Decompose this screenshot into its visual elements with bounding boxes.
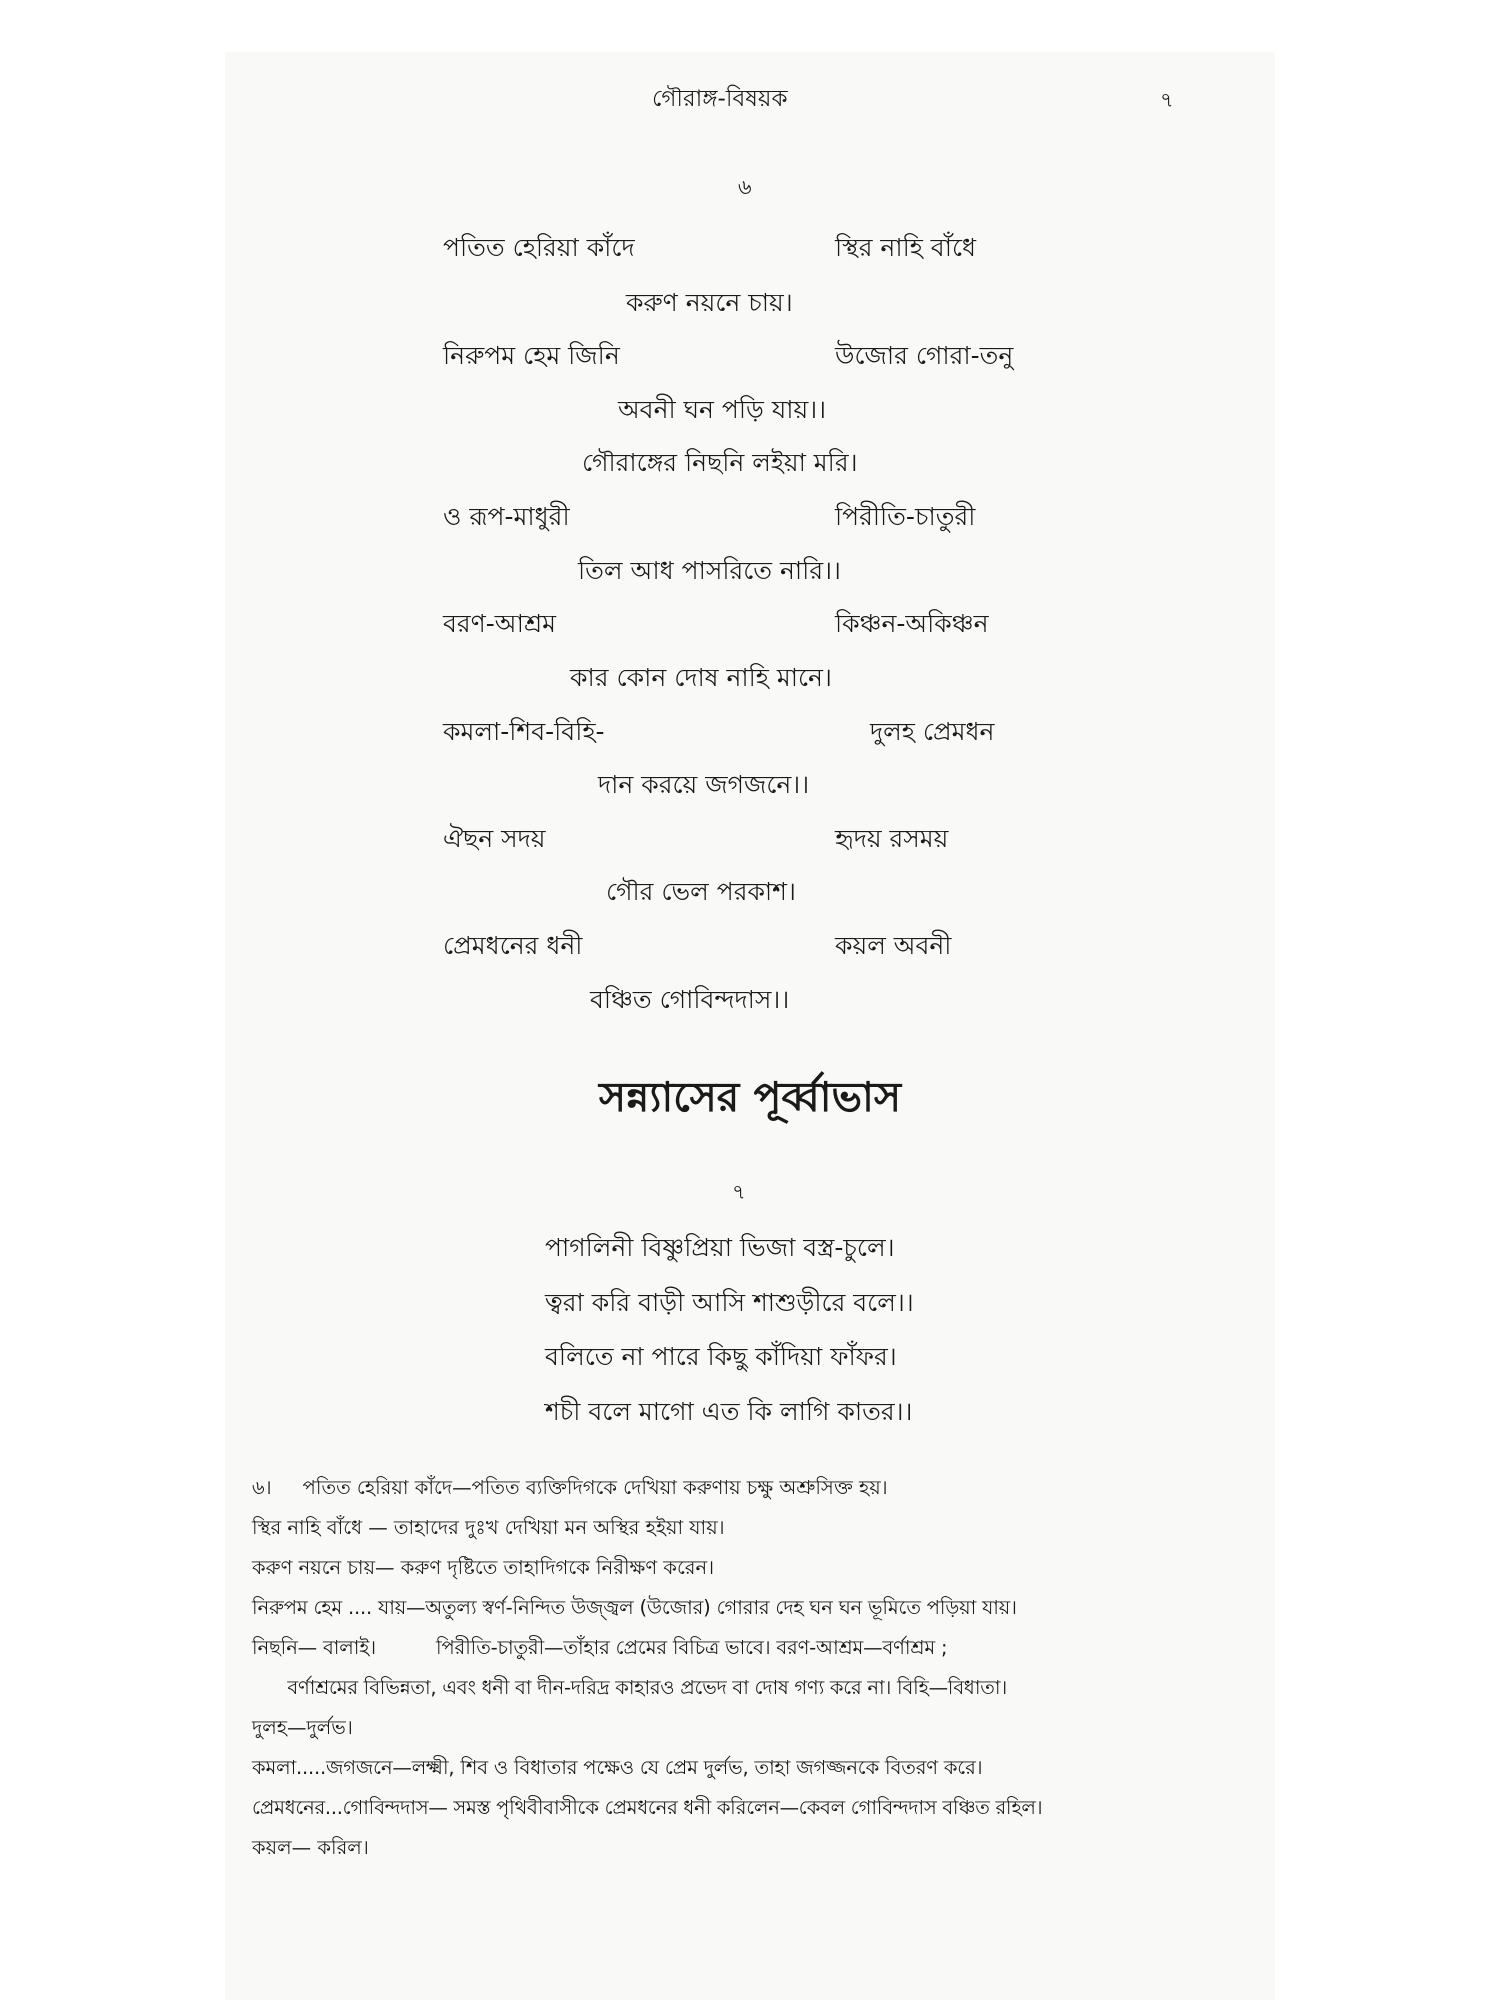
verse-right: দুলহ প্রেমধন xyxy=(870,717,995,746)
verse-right: কয়ল অবনী xyxy=(835,931,952,960)
verse-left: ঐছন সদয় xyxy=(443,824,546,853)
verse-center: গৌর ভেল পরকাশ। xyxy=(606,877,796,906)
verse-right: উজোর গোরা-তনু xyxy=(835,341,1014,370)
footnote-line: ৬। পতিত হেরিয়া কাঁদে—পতিত ব্যক্তিদিগকে দেখিয়া করুণায় চক্ষু অশ্রুসিক্ত হয়। xyxy=(252,1476,888,1499)
footnote-line: দুলহ—দুর্লভ। xyxy=(252,1716,353,1739)
verse-left: নিরুপম হেম জিনি xyxy=(443,341,620,370)
footnote-line: প্রেমধনের...গোবিন্দদাস— সমস্ত পৃথিবীবাসীকে প্রেমধনের ধনী করিলেন—কেবল গোবিন্দদাস বঞ্চিত রহিল। xyxy=(252,1796,1043,1819)
verse-center: বঞ্চিত গোবিন্দদাস।। xyxy=(590,985,790,1014)
verse-center: গৌরাঙ্গের নিছনি লইয়া মরি। xyxy=(582,448,858,477)
verse-center: করুণ নয়নে চায়। xyxy=(626,288,793,317)
verse-left: প্রেমধনের ধনী xyxy=(443,931,583,960)
verse-center: তিল আধ পাসরিতে নারি।। xyxy=(578,556,841,585)
verse-right: হৃদয় রসময় xyxy=(835,824,949,853)
footnote-line: করুণ নয়নে চায়— করুণ দৃষ্টিতে তাহাদিগকে নিরীক্ষণ করেন। xyxy=(252,1556,715,1579)
verse-center: দান করয়ে জগজনে।। xyxy=(598,770,810,799)
verse-line: ত্বরা করি বাড়ী আসি শাশুড়ীরে বলে।। xyxy=(545,1288,914,1317)
verse-line: বলিতে না পারে কিছু কাঁদিয়া ফাঁফর। xyxy=(545,1342,897,1371)
footnote-line: নিছনি— বালাই। পিরীতি-চাতুরী—তাঁহার প্রেমের বিচিত্র ভাবে। বরণ-আশ্রম—বর্ণাশ্রম ; xyxy=(252,1636,948,1659)
verse-line: শচী বলে মাগো এত কি লাগি কাতর।। xyxy=(545,1397,913,1426)
section-title: সন্ন্যাসের পূর্ব্বাভাস xyxy=(598,1073,902,1121)
footnote-line: কমলা.....জগজনে—লক্ষ্মী, শিব ও বিধাতার পক্ষেও যে প্রেম দুর্লভ, তাহা জগজ্জনকে বিতরণ করে। xyxy=(252,1756,983,1779)
verse-line: পাগলিনী বিষ্ণুপ্রিয়া ভিজা বস্ত্র-চুলে। xyxy=(545,1233,895,1262)
verse-center: কার কোন দোষ নাহি মানে। xyxy=(570,663,832,692)
verse-left: বরণ-আশ্রম xyxy=(443,609,557,638)
verse-right: কিঞ্চন-অকিঞ্চন xyxy=(835,609,989,638)
footnote-line: কয়ল— করিল। xyxy=(252,1836,369,1859)
verse-right: পিরীতি-চাতুরী xyxy=(835,502,976,531)
poem-number: ৭ xyxy=(732,1180,746,1204)
verse-right: স্থির নাহি বাঁধে xyxy=(835,233,977,262)
footnote-line: নিরুপম হেম .... যায়—অতুল্য স্বর্ণ-নিন্দিত উজ্জ্বল (উজোর) গোরার দেহ ঘন ঘন ভূমিতে পড়িয়া যায়। xyxy=(252,1596,1017,1619)
footnote-line: বর্ণাশ্রমের বিভিন্নতা, এবং ধনী বা দীন-দরিদ্র কাহারও প্রভেদ বা দোষ গণ্য করে না। বিহি—বিধাতা। xyxy=(252,1676,1007,1699)
book-page xyxy=(225,52,1275,2000)
verse-center: অবনী ঘন পড়ি যায়।। xyxy=(618,395,827,424)
verse-left: কমলা-শিব-বিহি- xyxy=(443,717,605,746)
page-number: ৭ xyxy=(1160,88,1174,112)
poem-number: ৬ xyxy=(738,175,752,199)
verse-left: ও রূপ-মাধুরী xyxy=(443,502,570,531)
running-header: গৌরাঙ্গ-বিষয়ক xyxy=(652,86,788,112)
footnote-line: স্থির নাহি বাঁধে — তাহাদের দুঃখ দেখিয়া মন অস্থির হইয়া যায়। xyxy=(252,1516,725,1539)
verse-left: পতিত হেরিয়া কাঁদে xyxy=(443,233,635,262)
